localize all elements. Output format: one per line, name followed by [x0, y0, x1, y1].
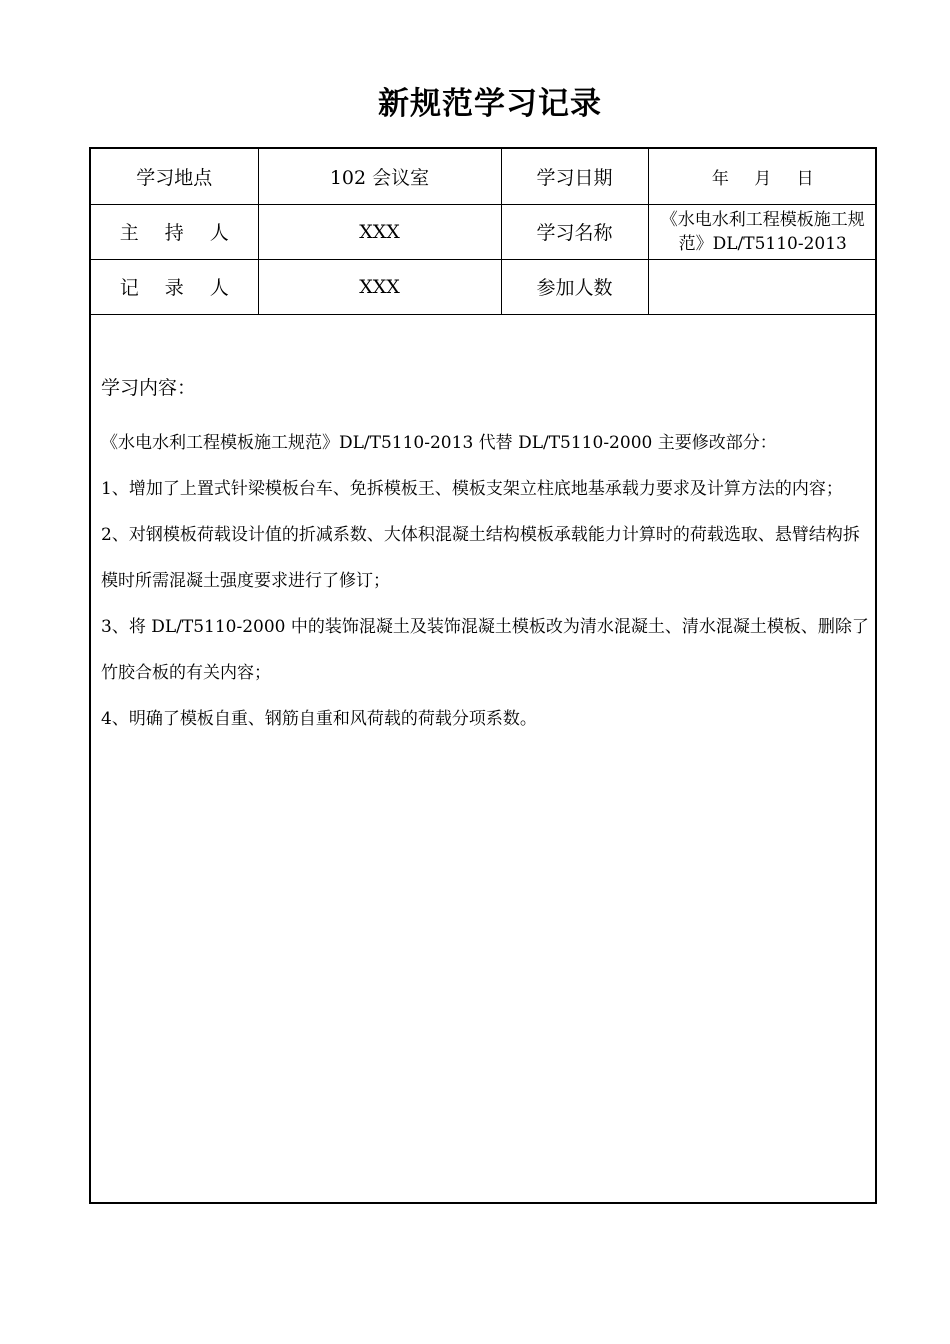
- table-row: [91, 149, 877, 204]
- content-intro: 《水电水利工程模板施工规范》DL/T5110-2013 代替 DL/T5110-2000 主要修改部分：: [101, 433, 777, 453]
- date-day: 日: [796, 168, 814, 189]
- recorder-label: 记 录 人: [91, 259, 258, 314]
- table-row: [91, 204, 877, 259]
- content-item-3: 3、将 DL/T5110-2000 中的装饰混凝土及装饰混凝土模板改为清水混凝土、清水混凝土模板、删除了竹胶合板的有关内容；: [101, 617, 869, 683]
- date-year: 年: [711, 168, 729, 189]
- content-heading: 学习内容：: [101, 377, 197, 399]
- date-month: 月: [754, 168, 772, 189]
- study-content: [101, 373, 873, 742]
- date-label: 学习日期: [501, 149, 648, 204]
- content-item-1: 1、增加了上置式针梁模板台车、免拆模板王、模板支架立柱底地基承载力要求及计算方法的内容；: [101, 479, 843, 499]
- host-label: 主 持 人: [91, 204, 258, 259]
- study-name-value: 《水电水利工程模板施工规范》DL/T5110-2013: [648, 204, 877, 259]
- content-item-2: 2、对钢模板荷载设计值的折减系数、大体积混凝土结构模板承载能力计算时的荷载选取、悬臂结构拆模时所需混凝土强度要求进行了修订；: [101, 525, 860, 591]
- content-item-4: 4、明确了模板自重、钢筋自重和风荷载的荷载分项系数。: [101, 709, 537, 729]
- host-value: XXX: [258, 204, 501, 259]
- study-name-label: 学习名称: [501, 204, 648, 259]
- location-value: 102 会议室: [258, 149, 501, 204]
- table-row: [91, 259, 877, 314]
- info-table: [91, 149, 877, 315]
- record-form: [89, 147, 877, 1204]
- recorder-value: XXX: [258, 259, 501, 314]
- date-value: [648, 149, 877, 204]
- attendee-count-value: [648, 259, 877, 314]
- page-title: 新规范学习记录: [378, 86, 602, 122]
- attendee-count-label: 参加人数: [501, 259, 648, 314]
- location-label: 学习地点: [91, 149, 258, 204]
